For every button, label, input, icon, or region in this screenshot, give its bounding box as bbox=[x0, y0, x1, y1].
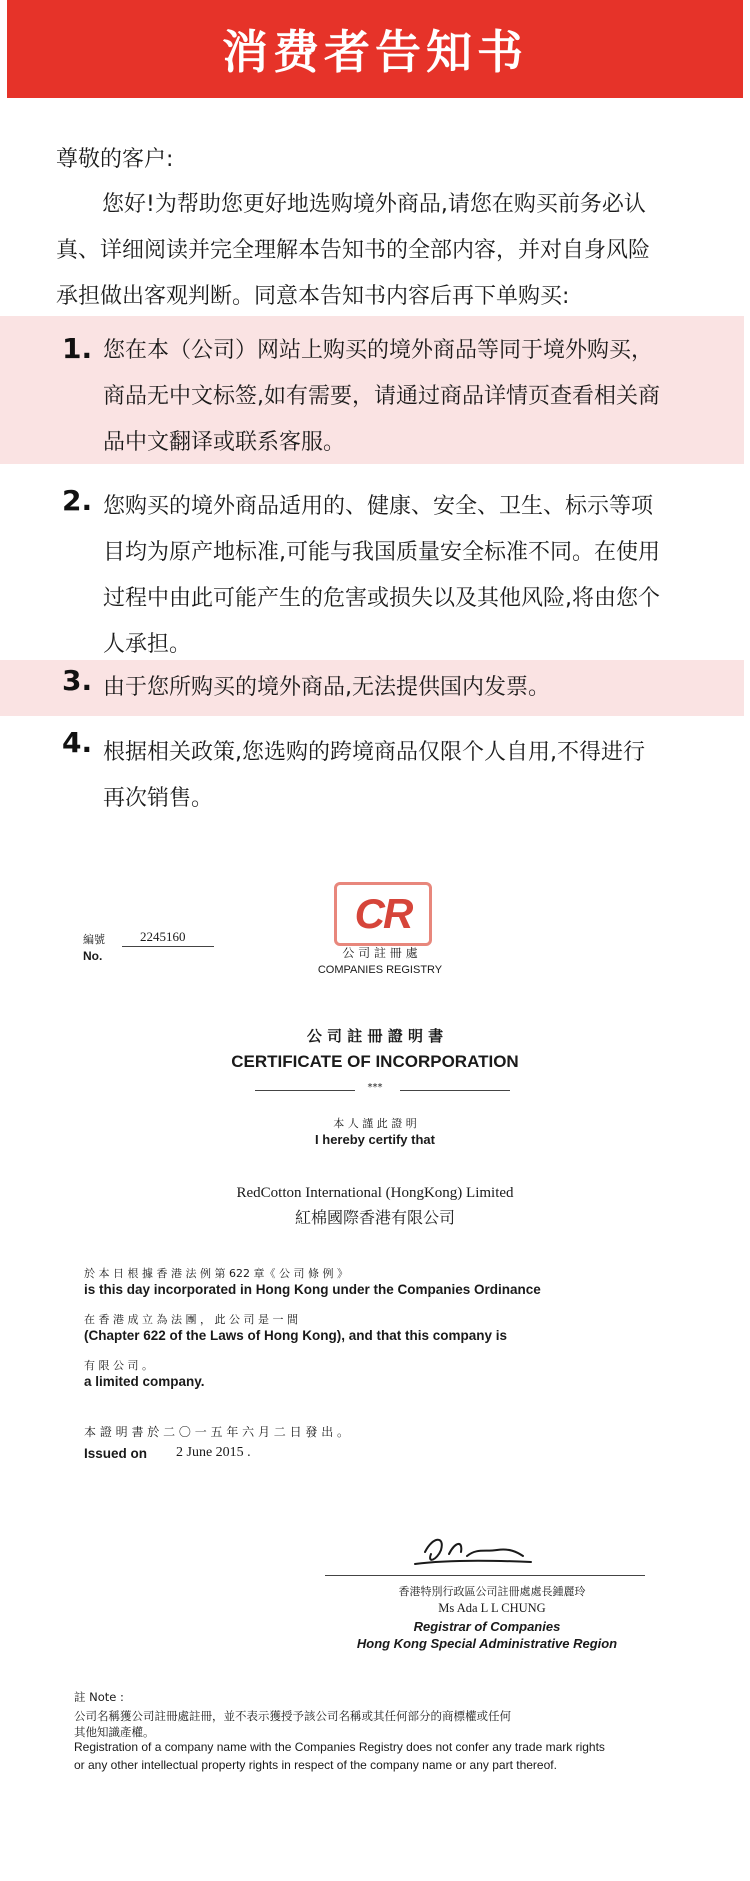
item-number: 2. bbox=[62, 484, 93, 517]
greeting: 尊敬的客户: bbox=[56, 147, 174, 172]
item-number: 4. bbox=[62, 726, 93, 759]
note-line-en: or any other intellectual property rights in respect of the company name or any part thereof. bbox=[74, 1758, 557, 1772]
body-line-cn: 在 香 港 成 立 為 法 團 ， 此 公 司 是 一 間 bbox=[84, 1313, 298, 1326]
certificate-of-incorporation bbox=[0, 845, 750, 1881]
divider-right bbox=[400, 1090, 510, 1091]
divider-stars: *** bbox=[367, 1082, 383, 1093]
item-line: 由于您所购买的境外商品,无法提供国内发票。 bbox=[103, 675, 550, 700]
signatory-name-en: Ms Ada L L CHUNG bbox=[438, 1601, 546, 1615]
item-text bbox=[103, 730, 703, 822]
item-text bbox=[103, 484, 703, 668]
certificate-title-en: CERTIFICATE OF INCORPORATION bbox=[231, 1052, 519, 1071]
registry-name-en: COMPANIES REGISTRY bbox=[317, 964, 443, 976]
note-label: 註 Note : bbox=[74, 1690, 124, 1704]
company-name-en: RedCotton International (HongKong) Limited bbox=[236, 1185, 514, 1201]
note-line-en: Registration of a company name with the Companies Registry does not confer any trade mark rights bbox=[74, 1740, 605, 1754]
item-number: 1. bbox=[62, 332, 93, 365]
item-line: 再次销售。 bbox=[103, 786, 214, 811]
item-line: 您在本（公司）网站上购买的境外商品等同于境外购买， bbox=[103, 338, 654, 363]
body-line-en: (Chapter 622 of the Laws of Hong Kong), and that this company is bbox=[84, 1328, 508, 1343]
item-number: 3. bbox=[62, 664, 93, 697]
note-line-cn: 其他知識產權。 bbox=[74, 1725, 155, 1739]
note-line-cn: 公司名稱獲公司註冊處註冊，並不表示獲授予該公司名稱或其任何部分的商標權或任何 bbox=[74, 1709, 511, 1723]
company-name-cn: 紅棉國際香港有限公司 bbox=[294, 1210, 455, 1227]
certify-statement-en: I hereby certify that bbox=[315, 1132, 435, 1147]
page-title: 消费者告知书 bbox=[222, 25, 528, 79]
item-line: 您购买的境外商品适用的、健康、安全、卫生、标示等项 bbox=[103, 494, 654, 519]
issued-statement-cn: 本 證 明 書 於 二 〇 一 五 年 六 月 二 日 發 出 。 bbox=[84, 1425, 350, 1439]
issued-label: Issued on bbox=[84, 1446, 148, 1461]
reg-label-en: No. bbox=[83, 949, 103, 963]
registry-name-cn: 公 司 註 冊 處 bbox=[342, 946, 418, 960]
body-line-cn: 於 本 日 根 據 香 港 法 例 第 622 章《 公 司 條 例 》 bbox=[84, 1267, 348, 1280]
body-line-en: is this day incorporated in Hong Kong under the Companies Ordinance bbox=[84, 1282, 541, 1297]
notice-item-4 bbox=[0, 722, 744, 842]
body-line-en: a limited company. bbox=[84, 1374, 205, 1389]
item-line: 根据相关政策,您选购的跨境商品仅限个人自用,不得进行 bbox=[103, 740, 645, 765]
intro-line: 真、详细阅读并完全理解本告知书的全部内容，并对自身风险 bbox=[56, 238, 651, 263]
item-text bbox=[103, 328, 703, 466]
issued-date: 2 June 2015 . bbox=[176, 1445, 251, 1460]
signatory-name-cn: 香港特別行政區公司註冊處處長鍾麗玲 bbox=[398, 1585, 586, 1598]
header-banner bbox=[7, 0, 743, 98]
item-line: 人承担。 bbox=[103, 632, 192, 657]
item-line: 过程中由此可能产生的危害或损失以及其他风险,将由您个 bbox=[103, 586, 660, 611]
certificate-title-cn: 公 司 註 冊 證 明 書 bbox=[306, 1027, 444, 1045]
notice-item-1 bbox=[0, 316, 744, 464]
reg-number: 2245160 bbox=[140, 929, 186, 944]
item-line: 品中文翻译或联系客服。 bbox=[103, 430, 346, 455]
signature-line bbox=[325, 1575, 645, 1576]
notice-item-3 bbox=[0, 660, 744, 716]
certify-statement-cn: 本 人 謹 此 證 明 bbox=[333, 1117, 417, 1130]
reg-label-cn: 編號 bbox=[83, 933, 105, 946]
item-text bbox=[103, 665, 703, 711]
item-line: 商品无中文标签,如有需要，请通过商品详情页查看相关商 bbox=[103, 384, 660, 409]
intro-line: 承担做出客观判断。同意本告知书内容后再下单购买: bbox=[56, 284, 570, 309]
intro-line: 您好!为帮助您更好地选购境外商品,请您在购买前务必认 bbox=[102, 192, 646, 217]
companies-registry-logo bbox=[334, 882, 432, 946]
body-line-cn: 有 限 公 司 。 bbox=[84, 1359, 153, 1372]
logo-text: CR bbox=[354, 890, 412, 937]
registrar-signature bbox=[405, 1530, 535, 1574]
intro-paragraph bbox=[56, 182, 696, 320]
signatory-title: Registrar of Companies bbox=[413, 1619, 561, 1634]
signatory-region: Hong Kong Special Administrative Region bbox=[356, 1636, 618, 1651]
item-line: 目均为原产地标准,可能与我国质量安全标准不同。在使用 bbox=[103, 540, 660, 565]
